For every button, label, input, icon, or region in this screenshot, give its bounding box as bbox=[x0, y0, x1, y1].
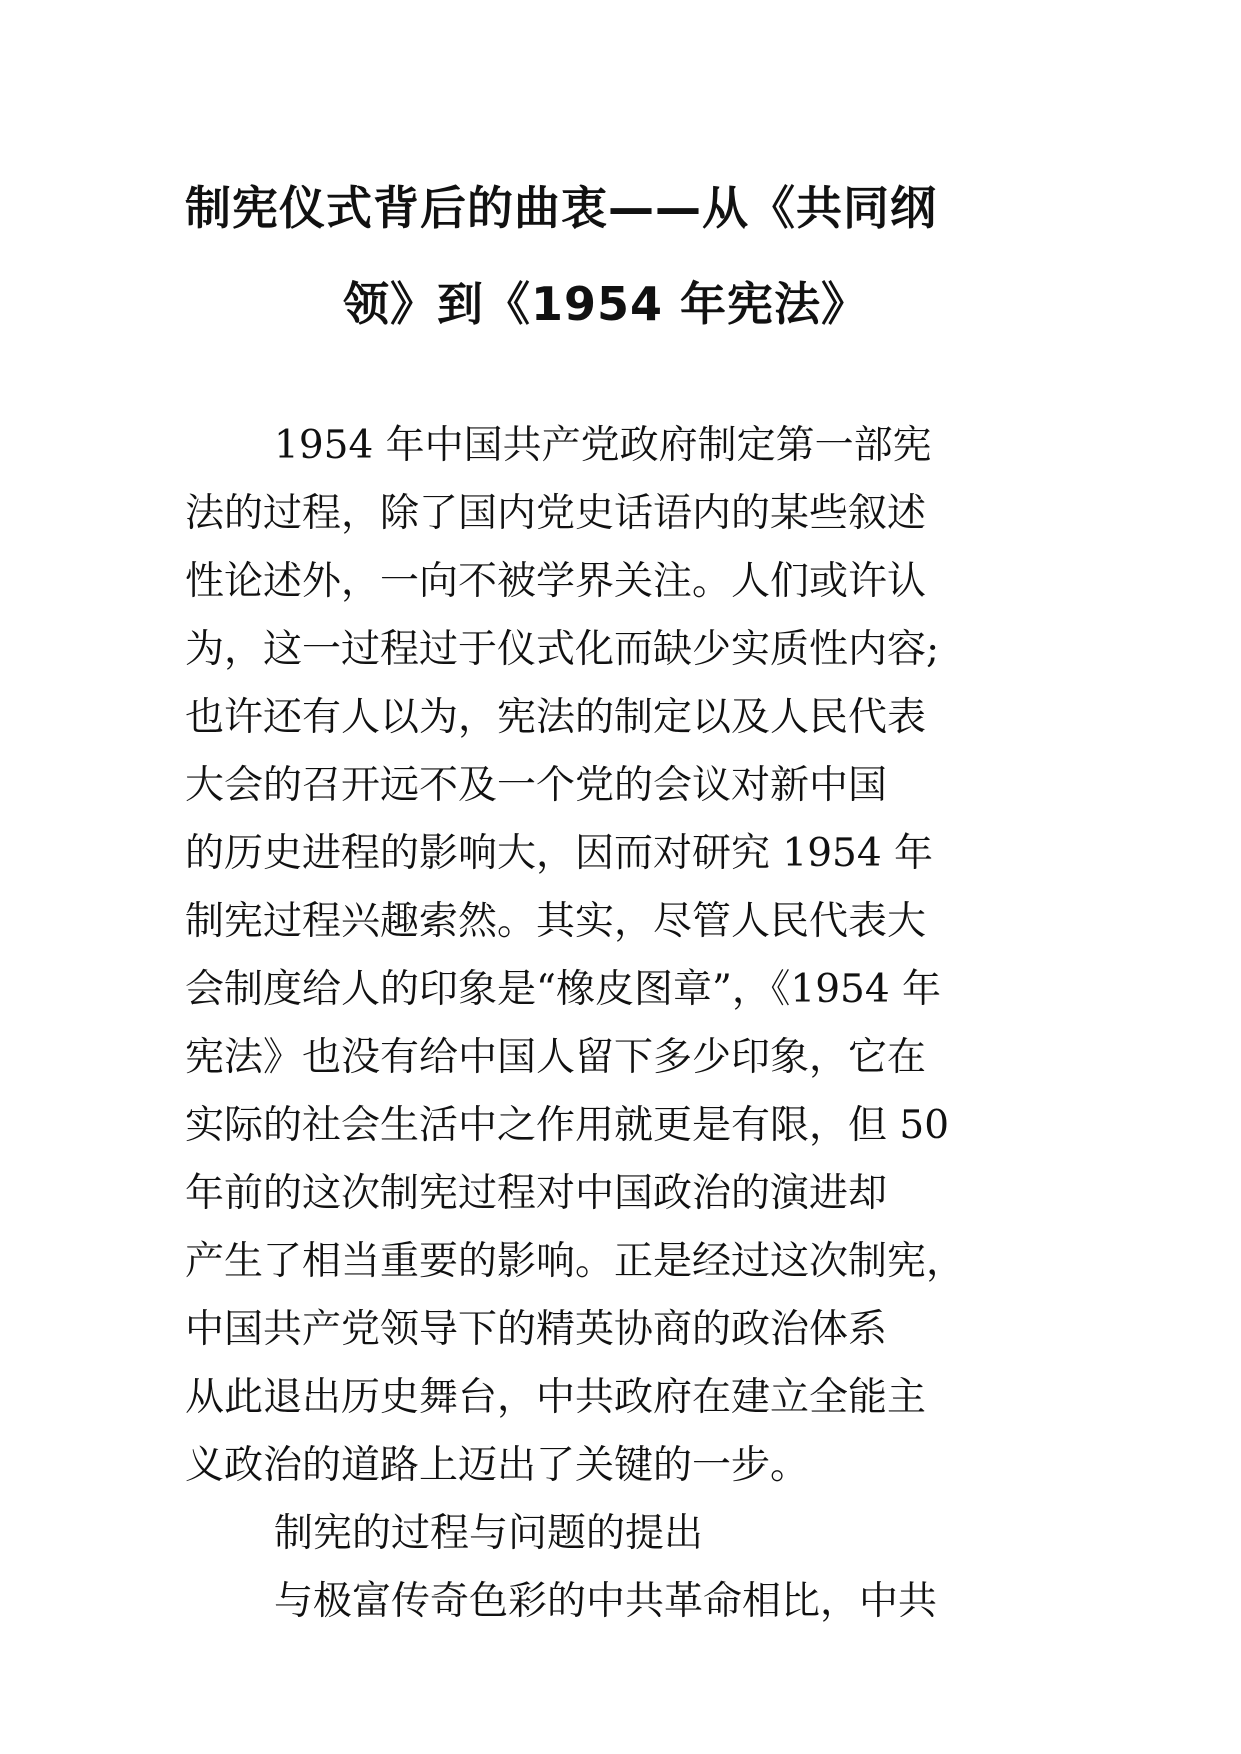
paragraph-line: 大会的召开远不及一个党的会议对新中国 bbox=[185, 763, 888, 808]
paragraph-line: 会制度给人的印象是“橡皮图章”，《1954 年 bbox=[185, 967, 942, 1012]
paragraph-line: 法的过程，除了国内党史话语内的某些叙述 bbox=[185, 491, 927, 536]
paragraph-line: 也许还有人以为，宪法的制定以及人民代表 bbox=[185, 695, 927, 740]
paragraph-line: 1954 年中国共产党政府制定第一部宪 bbox=[274, 423, 932, 468]
paragraph-line: 的历史进程的影响大，因而对研究 1954 年 bbox=[185, 831, 934, 876]
paragraph-line: 性论述外，一向不被学界关注。人们或许认 bbox=[185, 559, 927, 604]
document-body bbox=[185, 412, 1065, 1636]
section-heading: 制宪的过程与问题的提出 bbox=[274, 1511, 704, 1556]
paragraph-line: 制宪过程兴趣索然。其实，尽管人民代表大 bbox=[185, 899, 927, 944]
document-title bbox=[185, 160, 1065, 352]
paragraph-line: 与极富传奇色彩的中共革命相比，中共 bbox=[274, 1579, 938, 1624]
paragraph-line: 中国共产党领导下的精英协商的政治体系 bbox=[185, 1307, 888, 1352]
paragraph-line: 实际的社会生活中之作用就更是有限，但 50 bbox=[185, 1103, 950, 1148]
paragraph-line: 年前的这次制宪过程对中国政治的演进却 bbox=[185, 1171, 888, 1216]
paragraph-line: 宪法》也没有给中国人留下多少印象，它在 bbox=[185, 1035, 927, 1080]
paragraph-line: 产生了相当重要的影响。正是经过这次制宪， bbox=[185, 1239, 966, 1284]
paragraph-line: 从此退出历史舞台，中共政府在建立全能主 bbox=[185, 1375, 927, 1420]
title-line: 制宪仪式背后的曲衷——从《共同纲 bbox=[185, 181, 937, 235]
title-line: 领》到《1954 年宪法》 bbox=[343, 277, 869, 331]
paragraph-line: 为，这一过程过于仪式化而缺少实质性内容; bbox=[185, 627, 940, 672]
paragraph-line: 义政治的道路上迈出了关键的一步。 bbox=[185, 1443, 810, 1488]
